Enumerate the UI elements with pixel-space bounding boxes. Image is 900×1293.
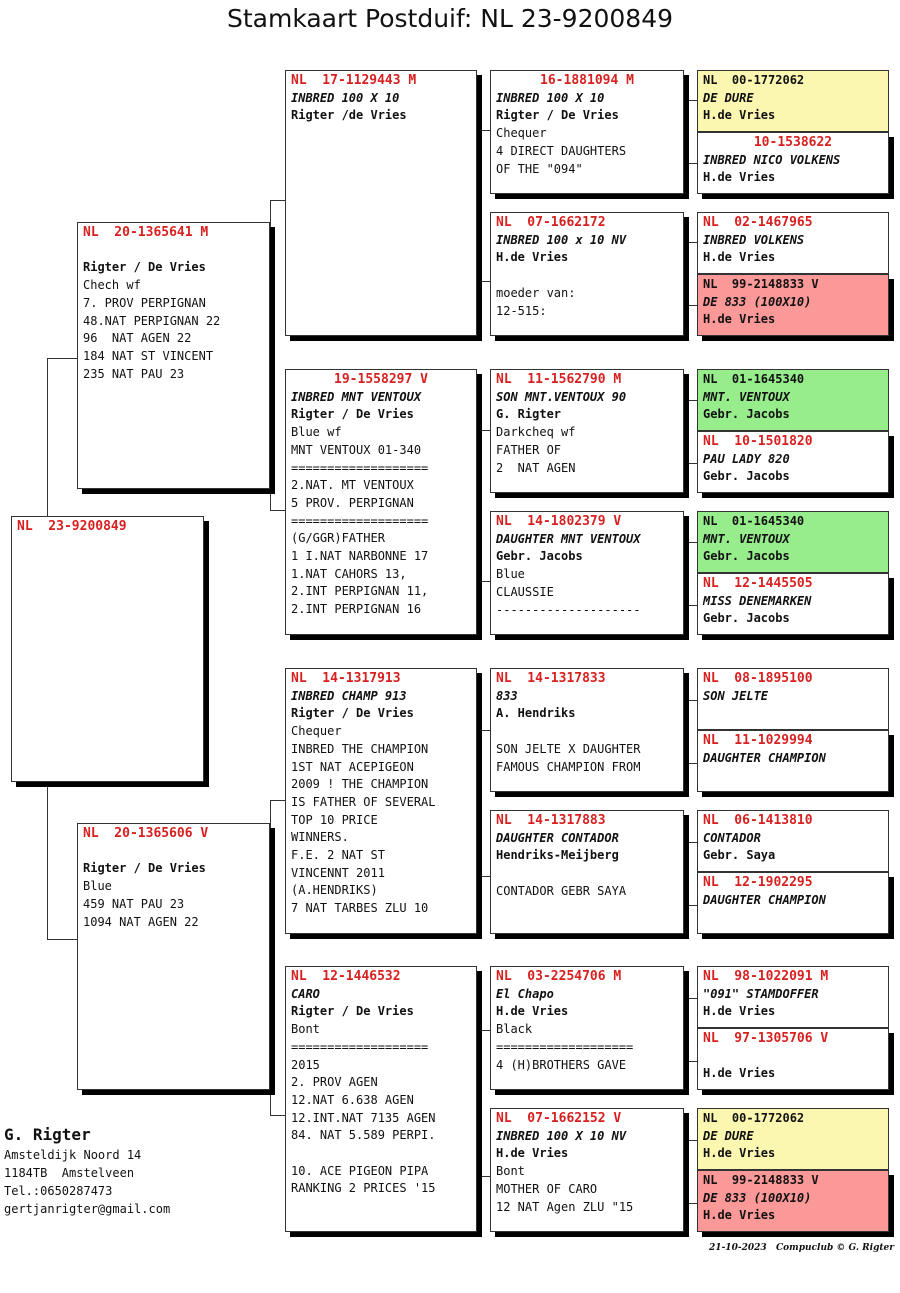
ring-number: NL 11-1562790 M — [496, 372, 622, 387]
pigeon-info-line: Gebr. Jacobs — [703, 407, 790, 422]
pigeon-info-line: =================== — [291, 513, 429, 528]
ring-number: NL 97-1305706 V — [703, 1031, 829, 1046]
pigeon-info-line: H.de Vries — [703, 108, 776, 123]
pigeon-info-line: 4 (H)BROTHERS GAVE — [496, 1057, 627, 1072]
pigeon-card-gen4-16[interactable] — [697, 1170, 889, 1232]
pigeon-card-gen4-13[interactable] — [697, 966, 889, 1028]
pigeon-info-line: G. Rigter — [496, 407, 562, 422]
connector-gen2-3 — [477, 730, 491, 877]
owner-email[interactable]: gertjanrigter@gmail.com — [4, 1202, 171, 1216]
pigeon-info-line: H.de Vries — [703, 1004, 776, 1019]
pigeon-info-line: Chech wf — [83, 278, 141, 293]
pigeon-info-line: Rigter / De Vries — [83, 260, 206, 275]
pigeon-info-line: 84. NAT 5.589 PERPI. — [291, 1128, 436, 1143]
pigeon-info-line: 7 NAT TARBES ZLU 10 — [291, 901, 429, 916]
connector-gen3-4 — [684, 542, 698, 606]
pigeon-info-line: INBRED NICO VOLKENS — [703, 152, 841, 167]
pigeon-info-line: OF THE "094" — [496, 161, 583, 176]
owner-name: G. Rigter — [4, 1125, 91, 1144]
pigeon-card-gen4-15[interactable] — [697, 1108, 889, 1170]
pigeon-info-line: RANKING 2 PRICES '15 — [291, 1181, 436, 1196]
connector-gen3-8 — [684, 1140, 698, 1204]
page-title: Stamkaart Postduif: NL 23-9200849 — [226, 4, 674, 33]
owner-block — [4, 1124, 170, 1218]
pigeon-card-grandsire-maternal[interactable] — [285, 668, 477, 934]
footer-credit: 21-10-2023 Compuclub © G. Rigter — [709, 1243, 894, 1253]
pigeon-info-line: CONTADOR GEBR SAYA — [496, 883, 627, 898]
pigeon-card-gen3-5[interactable] — [490, 668, 684, 792]
pigeon-info-line: PAU LADY 820 — [703, 451, 790, 466]
pigeon-info-line: Gebr. Jacobs — [703, 611, 790, 626]
pigeon-info-line: 12-515: — [496, 303, 547, 318]
pigeon-card-subject[interactable] — [11, 516, 204, 782]
ring-number: NL 14-1802379 V — [496, 514, 622, 529]
pigeon-info-line: DE DURE — [703, 90, 754, 105]
connector-gen2-4 — [477, 1030, 491, 1177]
ring-number: NL 06-1413810 — [703, 813, 813, 828]
ring-number: NL 07-1662172 — [496, 215, 606, 230]
pigeon-info-line: Chequer — [291, 724, 342, 739]
pigeon-info-line: Bont — [496, 1164, 525, 1179]
pigeon-info-line: FAMOUS CHAMPION FROM — [496, 759, 641, 774]
ring-number: 16-1881094 M — [540, 73, 634, 88]
pigeon-info-line: Rigter / De Vries — [291, 1004, 414, 1019]
pigeon-info-line: =================== — [291, 460, 429, 475]
pigeon-info-line: Blue wf — [291, 425, 342, 440]
connector-gen3-6 — [684, 842, 698, 906]
ring-number: NL 99-2148833 V — [703, 277, 819, 291]
pigeon-info-line: CARO — [291, 986, 320, 1001]
pigeon-info-line: 2. PROV AGEN — [291, 1075, 378, 1090]
pigeon-info-line: Gebr. Jacobs — [703, 469, 790, 484]
pigeon-info-line: 12 NAT Agen ZLU "15 — [496, 1199, 634, 1214]
pigeon-info-line: DE 833 (100X10) — [703, 294, 812, 309]
pigeon-card-gen4-14[interactable] — [697, 1028, 889, 1090]
connector-gen2-1 — [477, 130, 491, 282]
pigeon-info-line: 2.INT PERPIGNAN 11, — [291, 584, 429, 599]
ring-number: NL 14-1317883 — [496, 813, 606, 828]
pigeon-info-line: Blue — [496, 567, 525, 582]
pigeon-info-line: SON JELTE — [703, 688, 769, 703]
pigeon-card-grandsire-paternal[interactable] — [285, 70, 477, 336]
pigeon-info-line: 459 NAT PAU 23 — [83, 896, 185, 911]
connector-mother-dam — [270, 955, 286, 1116]
pigeon-card-gen3-6[interactable] — [490, 810, 684, 934]
ring-number: NL 03-2254706 M — [496, 969, 622, 984]
pigeon-info-line: H.de Vries — [703, 170, 776, 185]
pigeon-info-line: 12.NAT 6.638 AGEN — [291, 1092, 414, 1107]
pigeon-info-line: MNT VENTOUX 01-340 — [291, 442, 422, 457]
pigeon-card-father[interactable] — [77, 222, 270, 489]
ring-number: NL 20-1365606 V — [83, 826, 209, 841]
pigeon-info-line: moeder van: — [496, 285, 576, 300]
ring-number: NL 02-1467965 — [703, 215, 813, 230]
pigeon-info-line: DE DURE — [703, 1128, 754, 1143]
pigeon-info-line: Rigter / De Vries — [83, 861, 206, 876]
pigeon-info-line: INBRED 100 X 10 — [496, 90, 605, 105]
pigeon-info-line: H.de Vries — [703, 1208, 776, 1223]
pigeon-info-line: DAUGHTER CONTADOR — [496, 830, 619, 845]
pigeon-info-line: INBRED 100 X 10 — [291, 90, 400, 105]
pigeon-card-gen4-4[interactable] — [697, 274, 889, 336]
connector-father-sire — [270, 200, 286, 356]
pigeon-info-line: 1094 NAT AGEN 22 — [83, 914, 199, 929]
pigeon-info-line: El Chapo — [496, 986, 554, 1001]
pigeon-info-line: IS FATHER OF SEVERAL — [291, 794, 436, 809]
ring-number: NL 14-1317833 — [496, 671, 606, 686]
ring-number: NL 07-1662152 V — [496, 1111, 622, 1126]
pigeon-info-line: MOTHER OF CARO — [496, 1181, 598, 1196]
pigeon-info-line: VINCENNT 2011 — [291, 865, 385, 880]
pigeon-info-line: 12.INT.NAT 7135 AGEN — [291, 1110, 436, 1125]
pigeon-info-line: =================== — [291, 1039, 429, 1054]
ring-number: NL 12-1446532 — [291, 969, 401, 984]
pigeon-info-line — [83, 242, 264, 260]
pigeon-card-gen4-11[interactable] — [697, 810, 889, 872]
connector-father-dam — [270, 355, 286, 511]
pigeon-info-line: H.de Vries — [496, 250, 569, 265]
pigeon-info-line — [291, 1145, 471, 1163]
pigeon-info-line: MNT. VENTOUX — [703, 389, 790, 404]
pigeon-info-line — [496, 865, 678, 883]
connector-mother-sire — [270, 800, 286, 956]
pigeon-info-line: Rigter / De Vries — [291, 706, 414, 721]
pigeon-info-line: INBRED MNT VENTOUX — [291, 389, 422, 404]
ring-number: NL 98-1022091 M — [703, 969, 829, 984]
ring-number: NL 01-1645340 — [703, 372, 805, 386]
pigeon-card-gen3-2[interactable] — [490, 212, 684, 336]
pigeon-info-line: H.de Vries — [703, 250, 776, 265]
ring-number: NL 23-9200849 — [17, 519, 127, 534]
pigeon-card-gen4-2[interactable] — [697, 132, 889, 194]
pigeon-info-line: INBRED CHAMP 913 — [291, 688, 407, 703]
connector-gen3-5 — [684, 700, 698, 764]
pigeon-info-line: CONTADOR — [703, 830, 761, 845]
pigeon-card-granddam-maternal[interactable] — [285, 966, 477, 1232]
pigeon-card-mother[interactable] — [77, 823, 270, 1090]
ring-number: NL 99-2148833 V — [703, 1173, 819, 1187]
pigeon-info-line: DE 833 (100X10) — [703, 1190, 812, 1205]
pigeon-info-line: H.de Vries — [703, 1146, 776, 1161]
pigeon-info-line: 96 NAT AGEN 22 — [83, 331, 192, 346]
pigeon-info-line: Black — [496, 1022, 533, 1037]
pigeon-info-line: INBRED 100 x 10 NV — [496, 232, 627, 247]
pigeon-info-line: A. Hendriks — [496, 706, 576, 721]
connector-gen3-7 — [684, 998, 698, 1062]
pigeon-info-line: H.de Vries — [496, 1146, 569, 1161]
pigeon-info-line: 833 — [496, 688, 518, 703]
connector-gen3-3 — [684, 400, 698, 464]
pigeon-card-gen3-8[interactable] — [490, 1108, 684, 1232]
connector-gen2-2 — [477, 430, 491, 582]
pigeon-card-gen4-5[interactable] — [697, 369, 889, 431]
pigeon-info-line: FATHER OF — [496, 442, 562, 457]
pigeon-info-line: 235 NAT PAU 23 — [83, 366, 185, 381]
ring-number: NL 17-1129443 M — [291, 73, 417, 88]
connector-subject-father — [47, 358, 78, 517]
ring-number: NL 01-1645340 — [703, 514, 805, 528]
pigeon-info-line — [703, 1048, 883, 1066]
pigeon-info-line: 5 PROV. PERPIGNAN — [291, 495, 414, 510]
pigeon-info-line: TOP 10 PRICE — [291, 812, 378, 827]
pigeon-info-line: Rigter /de Vries — [291, 108, 407, 123]
pigeon-card-gen4-6[interactable] — [697, 431, 889, 493]
pigeon-info-line: =================== — [496, 1039, 634, 1054]
pigeon-info-line: 10. ACE PIGEON PIPA — [291, 1163, 429, 1178]
pigeon-info-line: INBRED THE CHAMPION — [291, 741, 429, 756]
pigeon-card-gen4-8[interactable] — [697, 573, 889, 635]
pigeon-card-granddam-paternal[interactable] — [285, 369, 477, 635]
ring-number: NL 00-1772062 — [703, 73, 805, 87]
pigeon-info-line: SON MNT.VENTOUX 90 — [496, 389, 627, 404]
owner-address-line1: Amsteldijk Noord 14 — [4, 1148, 142, 1162]
pigeon-info-line: WINNERS. — [291, 830, 349, 845]
pigeon-info-line: 2015 — [291, 1057, 320, 1072]
pigeon-info-line — [496, 723, 678, 741]
pigeon-info-line: 1.NAT CAHORS 13, — [291, 566, 407, 581]
ring-number: 10-1538622 — [753, 135, 833, 150]
pigeon-card-gen3-4[interactable] — [490, 511, 684, 635]
pigeon-info-line: Rigter / De Vries — [291, 407, 414, 422]
pigeon-info-line: -------------------- — [496, 602, 641, 617]
pigeon-info-line: Bont — [291, 1022, 320, 1037]
ring-number: NL 14-1317913 — [291, 671, 401, 686]
pigeon-info-line: CLAUSSIE — [496, 584, 554, 599]
owner-address-line2: 1184TB Amstelveen — [4, 1166, 135, 1180]
owner-phone: Tel.:0650287473 — [4, 1184, 113, 1198]
pigeon-card-gen3-1[interactable] — [490, 70, 684, 194]
pigeon-card-gen4-7[interactable] — [697, 511, 889, 573]
pigeon-info-line: H.de Vries — [496, 1004, 569, 1019]
pigeon-info-line: 1ST NAT ACEPIGEON — [291, 759, 414, 774]
pigeon-info-line: Darkcheq wf — [496, 425, 576, 440]
pigeon-info-line: Hendriks-Meijberg — [496, 848, 619, 863]
pigeon-info-line: DAUGHTER MNT VENTOUX — [496, 531, 641, 546]
pigeon-info-line: (G/GGR)FATHER — [291, 531, 385, 546]
pigeon-card-gen4-12[interactable] — [697, 872, 889, 934]
pigeon-info-line: "091" STAMDOFFER — [703, 986, 819, 1001]
pigeon-card-gen3-7[interactable] — [490, 966, 684, 1090]
pigeon-card-gen4-9[interactable] — [697, 668, 889, 730]
ring-number: NL 11-1029994 — [703, 733, 813, 748]
pigeon-info-line: 1 I.NAT NARBONNE 17 — [291, 549, 429, 564]
pigeon-info-line: 48.NAT PERPIGNAN 22 — [83, 313, 221, 328]
pigeon-info-line: Gebr. Jacobs — [496, 549, 583, 564]
pigeon-info-line: 7. PROV PERPIGNAN — [83, 295, 206, 310]
pigeon-info-line: 184 NAT ST VINCENT — [83, 348, 214, 363]
connector-gen3-2 — [684, 242, 698, 306]
ring-number: NL 10-1501820 — [703, 434, 813, 449]
pigeon-info-line: H.de Vries — [703, 1066, 776, 1081]
pigeon-info-line: DAUGHTER CHAMPION — [703, 750, 826, 765]
pigeon-card-gen4-1[interactable] — [697, 70, 889, 132]
pigeon-info-line: H.de Vries — [703, 312, 776, 327]
pigeon-info-line: MISS DENEMARKEN — [703, 593, 812, 608]
pigeon-card-gen4-3[interactable] — [697, 212, 889, 274]
pigeon-info-line: INBRED VOLKENS — [703, 232, 805, 247]
pigeon-info-line: 2 NAT AGEN — [496, 460, 576, 475]
pigeon-info-line: 4 DIRECT DAUGHTERS — [496, 143, 627, 158]
pigeon-info-line: INBRED 100 X 10 NV — [496, 1128, 627, 1143]
pigeon-info-line: F.E. 2 NAT ST — [291, 848, 385, 863]
ring-number: NL 12-1902295 — [703, 875, 813, 890]
ring-number: NL 12-1445505 — [703, 576, 813, 591]
ring-number: 19-1558297 V — [334, 372, 428, 387]
pigeon-info-line: SON JELTE X DAUGHTER — [496, 741, 641, 756]
pigeon-info-line: 2.NAT. MT VENTOUX — [291, 478, 414, 493]
ring-number: NL 08-1895100 — [703, 671, 813, 686]
pigeon-info-line: Rigter / De Vries — [496, 108, 619, 123]
pigeon-card-gen4-10[interactable] — [697, 730, 889, 792]
connector-gen3-1 — [684, 100, 698, 164]
pigeon-info-line: 2.INT PERPIGNAN 16 — [291, 602, 422, 617]
pigeon-info-line: Blue — [83, 879, 112, 894]
connector-subject-mother — [47, 782, 78, 940]
pigeon-info-line: MNT. VENTOUX — [703, 531, 790, 546]
pigeon-info-line: (A.HENDRIKS) — [291, 883, 378, 898]
pigeon-info-line: Chequer — [496, 126, 547, 141]
pigeon-info-line: DAUGHTER CHAMPION — [703, 892, 826, 907]
pigeon-info-line — [83, 843, 264, 861]
pigeon-info-line: 2009 ! THE CHAMPION — [291, 777, 429, 792]
pigeon-info-line: Gebr. Saya — [703, 848, 776, 863]
pigeon-info-line — [496, 267, 678, 285]
pigeon-card-gen3-3[interactable] — [490, 369, 684, 493]
ring-number: NL 20-1365641 M — [83, 225, 209, 240]
pigeon-info-line: Gebr. Jacobs — [703, 549, 790, 564]
ring-number: NL 00-1772062 — [703, 1111, 805, 1125]
